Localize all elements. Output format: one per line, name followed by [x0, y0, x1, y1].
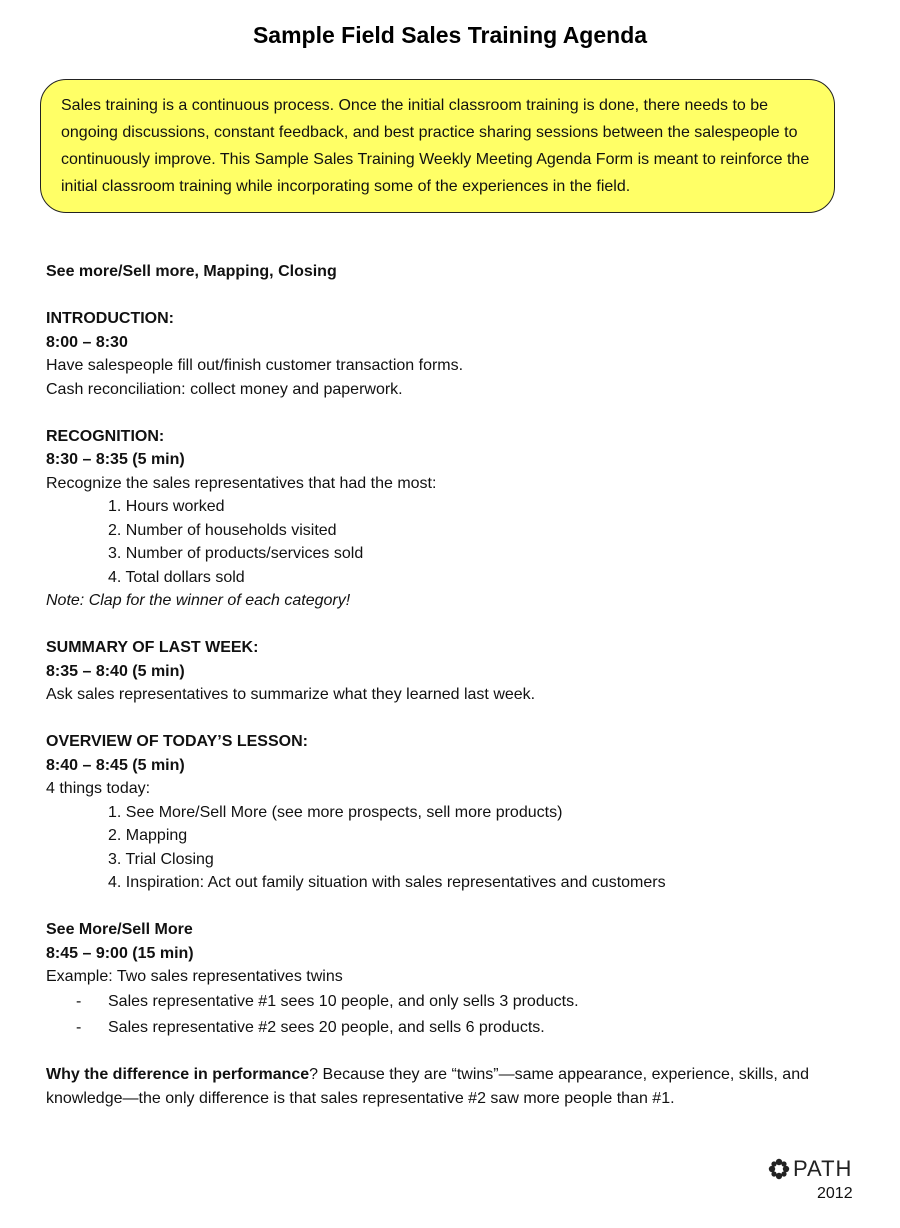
- flower-icon: [768, 1158, 790, 1180]
- conclusion-text: ? Because they are “twins”—same appearance, experience, skills, and knowledge—the only difference is that sales representative #2 saw more people than #1.: [46, 1066, 809, 1107]
- summary-heading: SUMMARY OF LAST WEEK:: [46, 639, 259, 656]
- bullet-text: Sales representative #2 sees 20 people, and sells 6 products.: [108, 1019, 545, 1036]
- recognition-heading: RECOGNITION:: [46, 427, 165, 445]
- see-more-bullets: [46, 990, 856, 1040]
- see-more-lead: Example: Two sales representatives twins: [46, 968, 343, 985]
- introduction-time: 8:00 – 8:30: [46, 333, 128, 351]
- overview-list: [46, 801, 856, 895]
- introduction-line: Cash reconciliation: collect money and paperwork.: [46, 380, 403, 398]
- list-item: 3. Trial Closing: [108, 850, 214, 868]
- list-item: [46, 1016, 856, 1040]
- conclusion-paragraph: [46, 1063, 856, 1110]
- conclusion-bold: Why the difference in performance: [46, 1066, 310, 1083]
- page-title: Sample Field Sales Training Agenda: [252, 22, 648, 48]
- footer-year: 2012: [817, 1185, 853, 1202]
- list-item: 4. Inspiration: Act out family situation with sales representatives and customers: [108, 874, 666, 891]
- introduction-heading: INTRODUCTION:: [46, 310, 174, 327]
- list-item: 4. Total dollars sold: [108, 568, 245, 586]
- list-item: 1. Hours worked: [108, 498, 225, 515]
- topics-line: See more/Sell more, Mapping, Closing: [46, 263, 337, 280]
- path-logo: [768, 1156, 852, 1182]
- list-item: 3. Number of products/services sold: [108, 545, 364, 562]
- list-item: 1. See More/Sell More (see more prospects, sell more products): [108, 803, 563, 821]
- dash-bullet: -: [76, 1019, 82, 1036]
- summary-section: [46, 636, 856, 707]
- overview-section: [46, 730, 856, 895]
- summary-text: Ask sales representatives to summarize what they learned last week.: [46, 686, 536, 703]
- recognition-time: 8:30 – 8:35 (5 min): [46, 451, 185, 468]
- see-more-section: [46, 918, 856, 1040]
- list-item: [46, 990, 856, 1014]
- dash-bullet: -: [76, 992, 82, 1010]
- recognition-lead: Recognize the sales representatives that had the most:: [46, 474, 437, 492]
- summary-time: 8:35 – 8:40 (5 min): [46, 662, 185, 680]
- list-item: 2. Mapping: [108, 827, 188, 844]
- intro-callout: Sales training is a continuous process. Once the initial classroom training is done, there needs to be ongoing discussions, constant feedback, and best practice sharing sessions between the salespeople to continuously improve. This Sample Sales Training Weekly Meeting Agenda Form is meant to reinforce the initial classroom training while incorporating some of the experiences in the field.: [40, 79, 835, 213]
- list-item: 2. Number of households visited: [108, 521, 337, 539]
- overview-lead: 4 things today:: [46, 780, 151, 797]
- recognition-list: [46, 495, 856, 589]
- agenda-content: [46, 260, 856, 1110]
- overview-time: 8:40 – 8:45 (5 min): [46, 756, 185, 774]
- see-more-heading: See More/Sell More: [46, 921, 193, 938]
- bullet-text: Sales representative #1 sees 10 people, and only sells 3 products.: [108, 992, 579, 1010]
- introduction-line: Have salespeople fill out/finish customer transaction forms.: [46, 357, 464, 374]
- recognition-note: Note: Clap for the winner of each category!: [46, 592, 351, 609]
- logo-text: PATH: [793, 1156, 853, 1181]
- introduction-section: [46, 307, 856, 401]
- overview-heading: OVERVIEW OF TODAY’S LESSON:: [46, 733, 308, 750]
- recognition-section: [46, 425, 856, 613]
- see-more-time: 8:45 – 9:00 (15 min): [46, 944, 194, 962]
